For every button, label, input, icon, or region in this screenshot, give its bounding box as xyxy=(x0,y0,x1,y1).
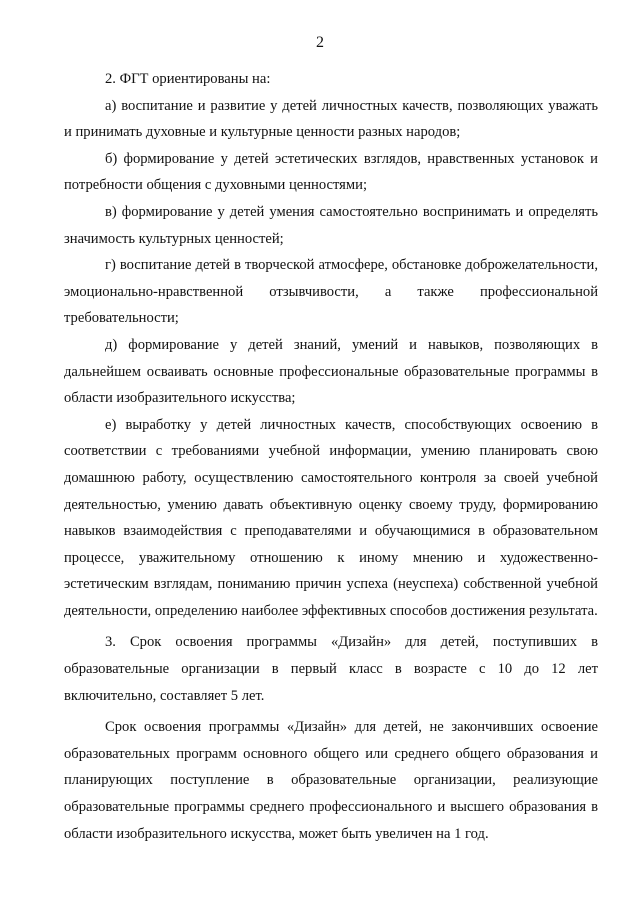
paragraph-section-3: 3. Срок освоения программы «Дизайн» для детей, поступивших в образовательные организации в первый класс в возрасте с 10 до 12 лет включительно, составляет 5 лет. xyxy=(64,634,598,704)
paragraph-item-v: в) формирование у детей умения самостоятельно воспринимать и определять значимость культурных ценностей; xyxy=(64,203,598,247)
paragraph-item-a: а) воспитание и развитие у детей личностных качеств, позволяющих уважать и принимать духовные и культурные ценности разных народов; xyxy=(64,97,598,141)
paragraph-extension-term: Срок освоения программы «Дизайн» для детей, не закончивших освоение образовательных программ основного общего или среднего общего образования и планирующих поступление в образовательные организации, реализующие образовательные программы среднего профессионального и высшего образования в области изобразительного искусства, может быть увеличен на 1 год. xyxy=(64,719,598,842)
paragraph-item-g: г) воспитание детей в творческой атмосфере, обстановке доброжелательности, эмоционально-нравственной отзывчивости, а также профессиональной требовательности; xyxy=(64,257,598,327)
document-body xyxy=(64,66,598,847)
page-number: 2 xyxy=(316,34,324,51)
paragraph-item-e: е) выработку у детей личностных качеств, способствующих освоению в соответствии с требованиями учебной информации, умению планировать свою домашнюю работу, осуществлению самостоятельного контроля за своей учебной деятельностью, умению давать объективную оценку своему труду, формированию навыков взаимодействия с преподавателями и обучающимися в образовательном процессе, уважительному отношению к иному мнению и художественно-эстетическим взглядам, пониманию причин успеха (неуспеха) собственной учебной деятельности, определению наиболее эффективных способов достижения результата. xyxy=(64,416,598,619)
paragraph-section-2-heading: 2. ФГТ ориентированы на: xyxy=(105,71,271,87)
paragraph-item-b: б) формирование у детей эстетических взглядов, нравственных установок и потребности общения с духовными ценностями; xyxy=(64,150,598,194)
paragraph-item-d: д) формирование у детей знаний, умений и навыков, позволяющих в дальнейшем осваивать основные профессиональные образовательные программы в области изобразительного искусства; xyxy=(64,336,598,407)
